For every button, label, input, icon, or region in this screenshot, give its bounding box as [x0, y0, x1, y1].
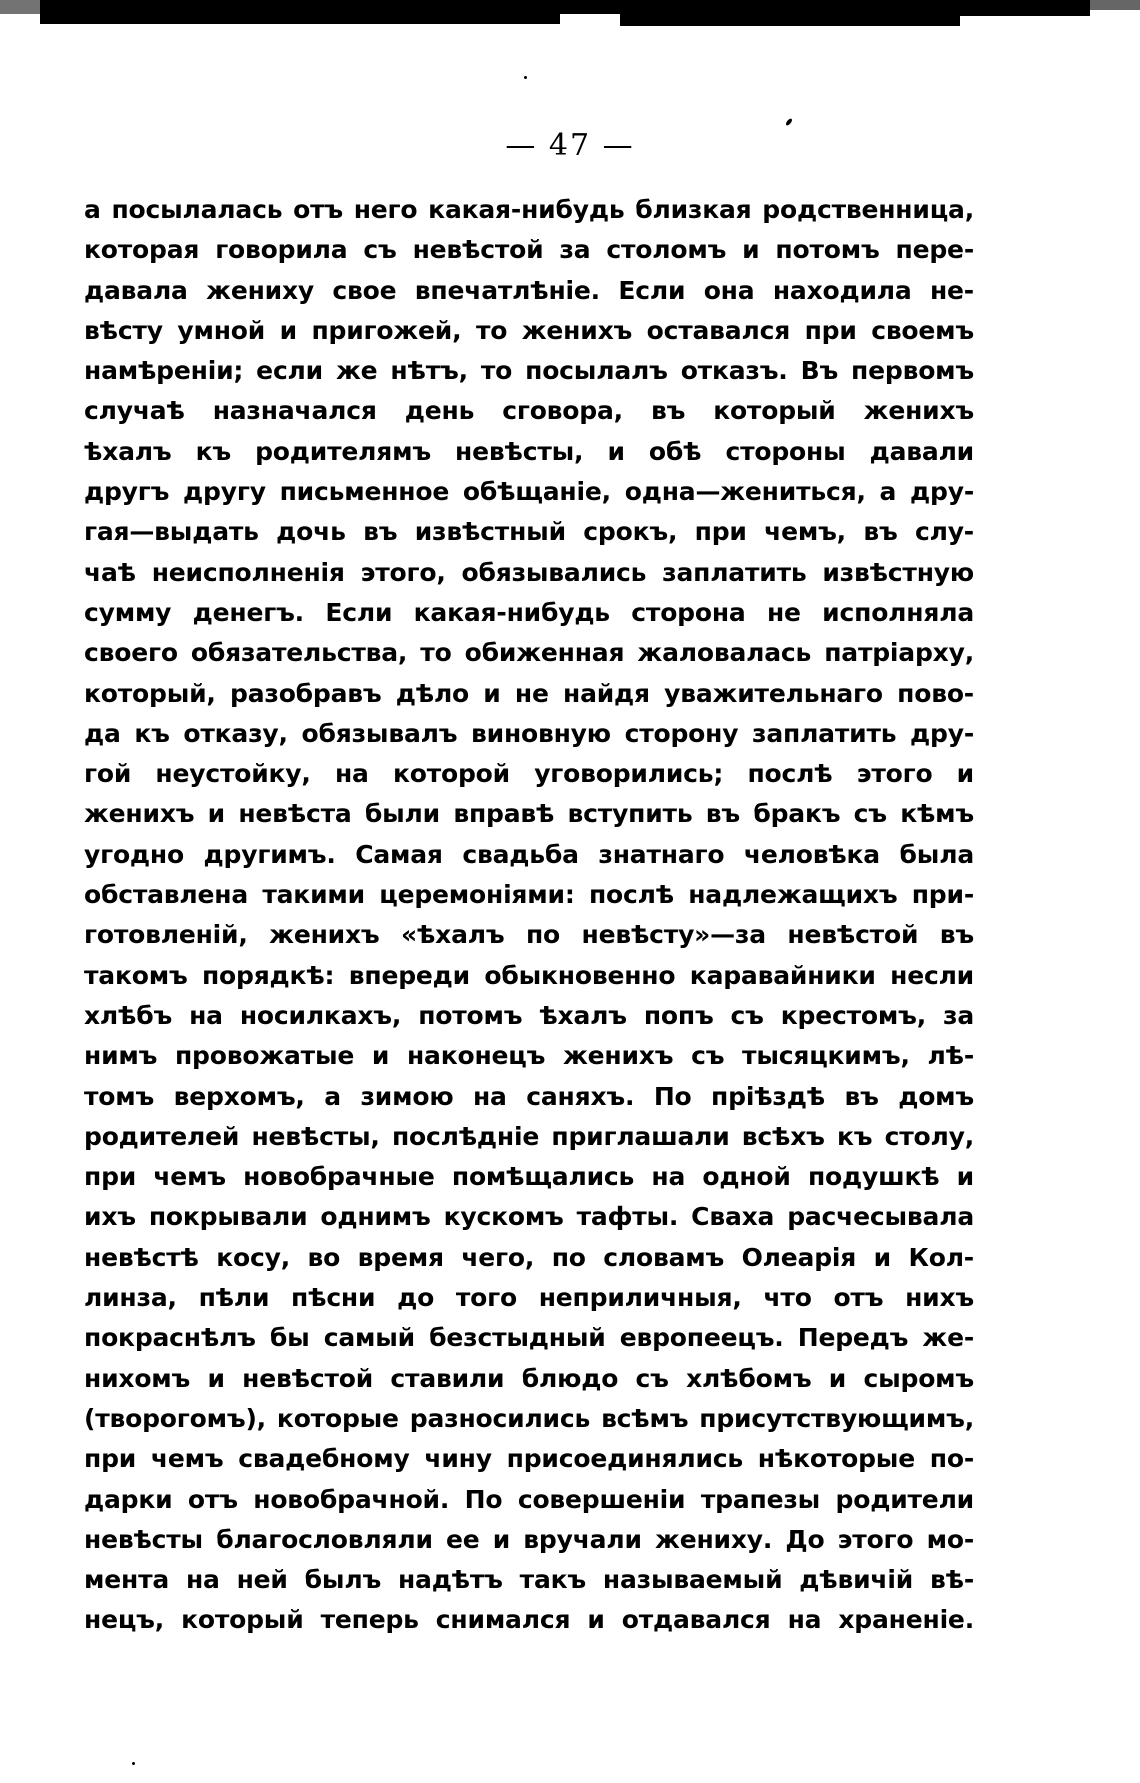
text-line: а посылалась отъ него какая-нибудь близкая родственница, — [84, 195, 974, 224]
text-line: чаѣ неисполненія этого, обязывались заплатить извѣстную — [84, 557, 974, 587]
page-number: — 47 — — [505, 128, 635, 163]
text-line: покраснѣлъ бы самый безстыдный европеецъ. Передъ же- — [84, 1323, 974, 1353]
text-line: линза, пѣли пѣсни до того неприличныя, что отъ нихъ — [84, 1283, 974, 1313]
text-line: вѣсту умной и пригожей, то женихъ оставался при своемъ — [84, 315, 974, 345]
text-line: дарки отъ новобрачной. По совершеніи трапезы родители — [84, 1484, 974, 1514]
text-line: нецъ, который теперь снимался и отдавался на храненіе. — [84, 1605, 974, 1635]
text-line: хлѣбъ на носилкахъ, потомъ ѣхалъ попъ съ крестомъ, за — [84, 1000, 974, 1030]
text-line: гой неустойку, на которой уговорились; послѣ этого и — [84, 759, 974, 789]
text-line: готовленій, женихъ «ѣхалъ по невѣсту»—за невѣстой въ — [84, 920, 974, 950]
text-line: нихомъ и невѣстой ставили блюдо съ хлѣбомъ и сыромъ — [84, 1363, 974, 1393]
text-line: своего обязательства, то обиженная жаловалась патріарху, — [84, 638, 974, 668]
scan-speck — [524, 76, 527, 79]
text-line: томъ верхомъ, а зимою на саняхъ. По пріѣздѣ въ домъ — [84, 1081, 974, 1111]
text-line: давала жениху свое впечатлѣніе. Если она находила не- — [84, 275, 974, 305]
text-line: ихъ покрывали однимъ кускомъ тафты. Сваха расчесывала — [84, 1202, 974, 1232]
text-line: намѣреніи; если же нѣтъ, то посылалъ отказъ. Въ первомъ — [84, 356, 974, 386]
text-line: да къ отказу, обязывалъ виновную сторону заплатить дру- — [84, 718, 974, 748]
text-line: случаѣ назначался день сговора, въ который женихъ — [84, 396, 974, 426]
text-line: нимъ провожатые и наконецъ женихъ съ тысяцкимъ, лѣ- — [84, 1041, 974, 1071]
text-line: (творогомъ), которые разносились всѣмъ присутствующимъ, — [84, 1403, 974, 1433]
text-line: ѣхалъ къ родителямъ невѣсты, и обѣ стороны давали — [84, 436, 974, 466]
text-line: родителей невѣсты, послѣдніе приглашали всѣхъ къ столу, — [84, 1121, 974, 1151]
scan-speck — [132, 1762, 135, 1765]
text-line: сумму денегъ. Если какая-нибудь сторона не исполняла — [84, 597, 974, 627]
text-line: угодно другимъ. Самая свадьба знатнаго человѣка была — [84, 839, 974, 869]
text-line: мента на ней былъ надѣтъ такъ называемый дѣвичій вѣ- — [84, 1565, 974, 1595]
text-line: обставлена такими церемоніями: послѣ надлежащихъ при- — [84, 880, 974, 910]
scan-speck — [785, 118, 793, 127]
text-line: другъ другу письменное обѣщаніе, одна—жениться, а дру- — [84, 477, 974, 507]
text-line: при чемъ новобрачные помѣщались на одной подушкѣ и — [84, 1162, 974, 1192]
text-line: при чемъ свадебному чину присоединялись нѣкоторые по- — [84, 1444, 974, 1474]
text-line: гая—выдать дочь въ извѣстный срокъ, при чемъ, въ слу- — [84, 517, 974, 547]
scan-top-edge — [0, 0, 1140, 30]
text-line: которая говорила съ невѣстой за столомъ и потомъ пере- — [84, 235, 974, 265]
text-line: невѣсты благословляли ее и вручали жениху. До этого мо- — [84, 1524, 974, 1554]
text-line: женихъ и невѣста были вправѣ вступить въ бракъ съ кѣмъ — [84, 799, 974, 829]
body-text — [84, 190, 974, 1641]
text-line: невѣстѣ косу, во время чего, по словамъ Олеарія и Кол- — [84, 1242, 974, 1272]
text-line: который, разобравъ дѣло и не найдя уважительнаго пово- — [84, 678, 974, 708]
text-line: такомъ порядкѣ: впереди обыкновенно каравайники несли — [84, 960, 974, 990]
